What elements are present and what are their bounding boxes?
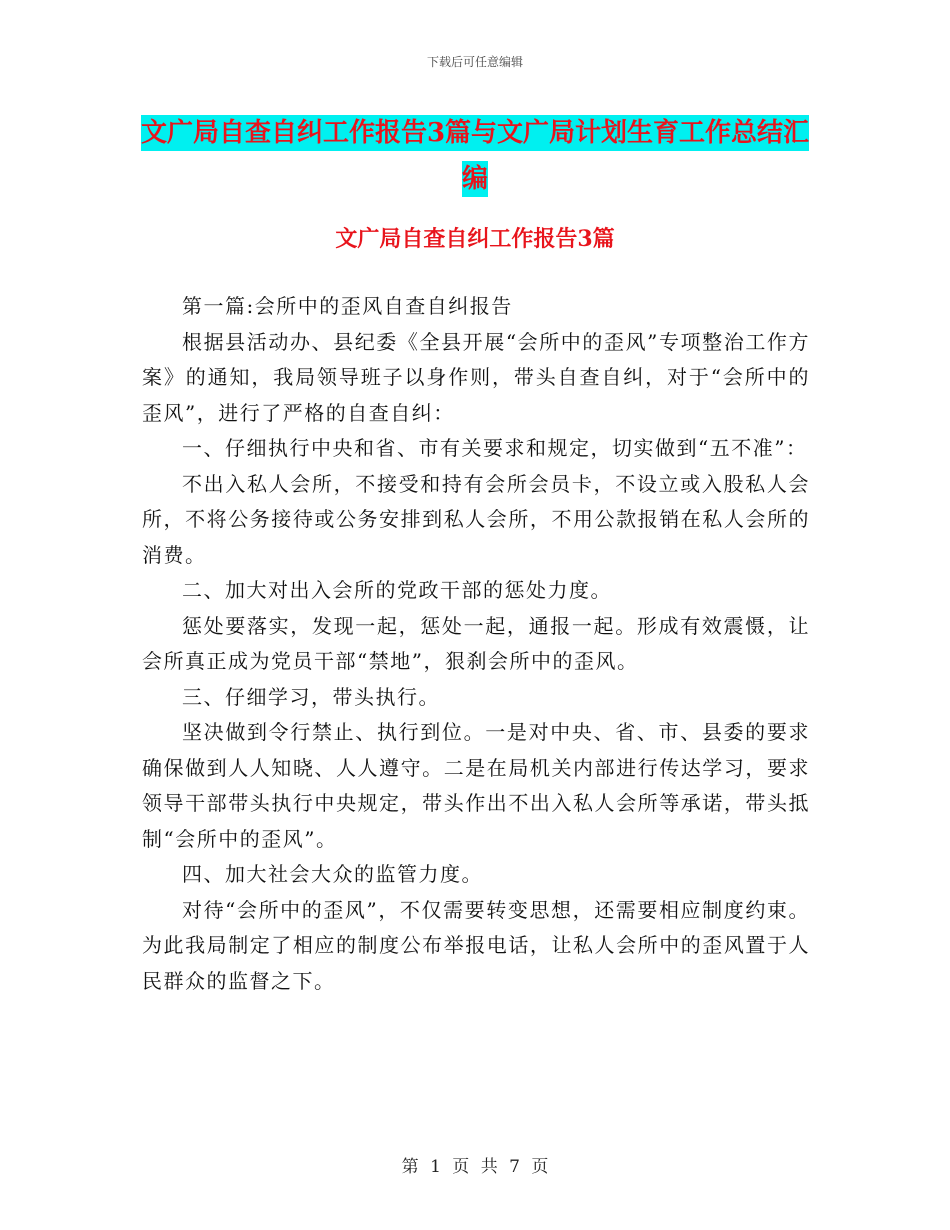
- paragraph: 二、加大对出入会所的党政干部的惩处力度。: [182, 578, 612, 602]
- document-title: [140, 110, 810, 202]
- paragraph: 一、仔细执行中央和省、市有关要求和规定，切实做到“五不准”：: [182, 436, 808, 460]
- paragraph: 四、加大社会大众的监管力度。: [182, 862, 483, 886]
- paragraph: 第一篇:会所中的歪风自查自纠报告: [182, 294, 513, 318]
- section-title: 文广局自查自纠工作报告3篇: [335, 226, 615, 252]
- paragraph: 坚决做到令行禁止、执行到位。一是对中央、省、市、县委的要求确保做到人人知晓、人人遵守。二是在局机关内部进行传达学习，要求领导干部带头执行中央规定，带头作出不出入私人会所等承诺，带头抵制“会所中的歪风”。: [142, 720, 810, 851]
- page-header-note: 下载后可任意编辑: [426, 55, 523, 69]
- document-body: [142, 289, 810, 999]
- document-title-text: 文广局自查自纠工作报告3篇与文广局计划生育工作总结汇编: [141, 115, 809, 197]
- paragraph: 惩处要落实，发现一起，惩处一起，通报一起。形成有效震慑，让会所真正成为党员干部“禁地”，狠刹会所中的歪风。: [142, 613, 810, 673]
- paragraph: 不出入私人会所，不接受和持有会所会员卡，不设立或入股私人会所，不将公务接待或公务安排到私人会所，不用公款报销在私人会所的消费。: [142, 471, 810, 567]
- paragraph: 对待“会所中的歪风”，不仅需要转变思想，还需要相应制度约束。为此我局制定了相应的制度公布举报电话，让私人会所中的歪风置于人民群众的监督之下。: [142, 897, 810, 993]
- paragraph: 三、仔细学习，带头执行。: [182, 684, 440, 709]
- page-number-footer: 第 1 页 共 7 页: [401, 1157, 549, 1177]
- paragraph: 根据县活动办、县纪委《全县开展“会所中的歪风”专项整治工作方案》的通知，我局领导班子以身作则，带头自查自纠，对于“会所中的歪风”，进行了严格的自查自纠：: [142, 329, 810, 425]
